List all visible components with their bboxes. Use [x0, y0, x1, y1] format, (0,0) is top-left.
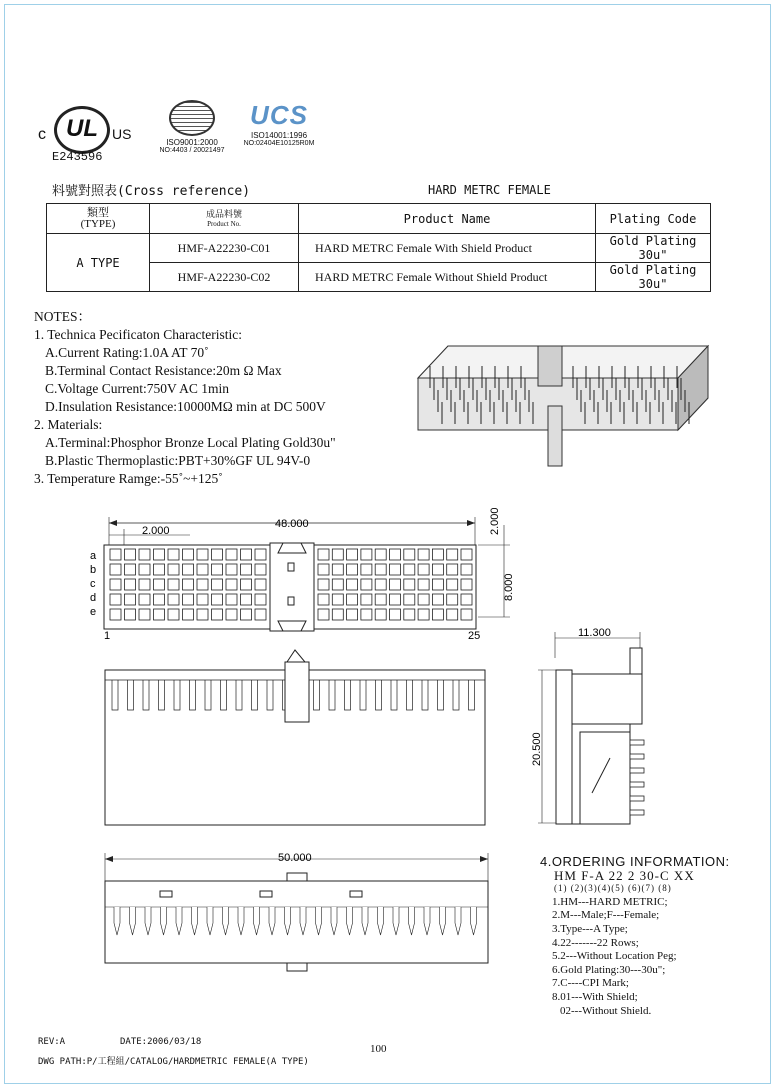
contact-cell	[212, 564, 223, 575]
contact-cell	[418, 594, 429, 605]
contact-cell	[139, 549, 150, 560]
row-label-c: c	[90, 578, 96, 590]
dim-8-label: 8.000	[503, 573, 515, 601]
contact-cell	[139, 594, 150, 605]
ordering-index: (1) (2)(3)(4)(5) (6)(7) (8)	[554, 883, 672, 894]
contact-cell	[418, 579, 429, 590]
note-line: A.Current Rating:1.0A AT 70˚	[45, 345, 209, 360]
notes-section	[34, 308, 336, 488]
contact-cell	[347, 564, 358, 575]
contact-cell	[226, 594, 237, 605]
drawing-path: DWG PATH:P/工程組/CATALOG/HARDMETRIC FEMALE(A TYPE)	[38, 1057, 309, 1067]
contact-cell	[125, 609, 136, 620]
pin-tail	[630, 754, 644, 759]
contact-cell	[375, 594, 386, 605]
bottom-view-drawing	[100, 845, 500, 975]
contact-cell	[361, 549, 372, 560]
side-view-drawing	[520, 618, 680, 838]
ordering-code: HM F-A 22 2 30-C XX	[554, 867, 695, 883]
contact-cell	[139, 609, 150, 620]
contact-cell	[332, 609, 343, 620]
ul-file-number: E243596	[52, 150, 103, 164]
contact-cell	[168, 609, 179, 620]
contact-cell	[168, 579, 179, 590]
contact-cell	[461, 579, 472, 590]
contact-cell	[183, 549, 194, 560]
product-no-header-cn: 成品料號	[205, 208, 242, 219]
contact-cell	[375, 564, 386, 575]
contact-cell	[226, 579, 237, 590]
contact-cell	[347, 549, 358, 560]
contact-cell	[154, 564, 165, 575]
product-no-cell: HMF-A22230-C01	[150, 234, 299, 263]
connector-product-image	[408, 338, 714, 468]
contact-cell	[318, 564, 329, 575]
iso9001-number: NO:4403 / 20021497	[159, 147, 225, 154]
ul-c-label: c	[38, 126, 46, 143]
contact-cell	[447, 549, 458, 560]
contact-cell	[212, 579, 223, 590]
contact-cell	[361, 579, 372, 590]
dim-20-5-label: 20.500	[531, 732, 543, 766]
pin-tail	[630, 810, 644, 815]
contact-cell	[318, 549, 329, 560]
contact-cell	[432, 579, 443, 590]
contact-cell	[255, 549, 266, 560]
contact-cell	[255, 594, 266, 605]
ordering-item: 6.Gold Plating:30---30u";	[552, 963, 666, 976]
contact-cell	[404, 579, 415, 590]
dim-11-3-label: 11.300	[578, 627, 611, 639]
contact-cell	[110, 594, 121, 605]
contact-cell	[154, 594, 165, 605]
globe-icon	[169, 100, 215, 136]
contact-cell	[361, 609, 372, 620]
contact-cell	[390, 609, 401, 620]
contact-cell	[461, 564, 472, 575]
product-name-header: Product Name	[299, 204, 596, 234]
contact-cell	[241, 594, 252, 605]
contact-cell	[461, 609, 472, 620]
contact-cell	[125, 579, 136, 590]
contact-cell	[255, 609, 266, 620]
contact-cell	[332, 579, 343, 590]
contact-cell	[375, 549, 386, 560]
contact-cell	[432, 594, 443, 605]
contact-cell	[390, 564, 401, 575]
note-line: C.Voltage Current:750V AC 1min	[45, 381, 230, 396]
contact-cell	[318, 579, 329, 590]
row-label-a: a	[90, 550, 97, 562]
iso14001-number: NO:02404E10125R0M	[243, 140, 315, 147]
note-line: 3. Temperature Ramge:-55˚~+125˚	[34, 471, 223, 486]
contact-cell	[183, 564, 194, 575]
notes-title: NOTES：	[34, 309, 91, 324]
contact-cell	[347, 609, 358, 620]
contact-cell	[461, 594, 472, 605]
note-line: D.Insulation Resistance:10000MΩ min at DC 500V	[45, 399, 326, 414]
contact-cell	[125, 564, 136, 575]
ordering-item: 2.M---Male;F---Female;	[552, 909, 660, 922]
iso14001-label: ISO14001:1996	[250, 131, 308, 140]
dim-50-label: 50.000	[278, 852, 312, 864]
pin-tail	[630, 740, 644, 745]
contact-cell	[461, 549, 472, 560]
product-no-cell: HMF-A22230-C02	[150, 263, 299, 292]
contact-cell	[318, 594, 329, 605]
product-no-header	[150, 204, 299, 234]
ordering-item: 3.Type---A Type;	[552, 922, 628, 935]
contact-cell	[168, 549, 179, 560]
dim-2-top-label: 2.000	[142, 525, 170, 537]
contact-cell	[183, 609, 194, 620]
cross-reference-title: 料號對照表(Cross reference)	[52, 184, 251, 199]
product-family-title: HARD METRC FEMALE	[428, 183, 551, 197]
contact-cell	[154, 609, 165, 620]
contact-cell	[447, 609, 458, 620]
pin-tail	[630, 768, 644, 773]
page-number: 100	[370, 1043, 387, 1055]
contact-cell	[375, 609, 386, 620]
ordering-title: 4.ORDERING INFORMATION:	[540, 854, 730, 869]
contact-cell	[361, 594, 372, 605]
revision-label: REV:A	[38, 1037, 66, 1047]
contact-cell	[390, 549, 401, 560]
iso9001-logo	[152, 100, 232, 156]
contact-cell	[168, 564, 179, 575]
contact-cell	[404, 594, 415, 605]
contact-cell	[255, 579, 266, 590]
contact-cell	[432, 549, 443, 560]
type-header	[47, 204, 150, 234]
contact-cell	[226, 609, 237, 620]
contact-cell	[361, 564, 372, 575]
product-no-header-en: Product No.	[207, 219, 241, 228]
product-name-cell: HARD METRC Female Without Shield Product	[299, 263, 596, 292]
note-line: B.Plastic Thermoplastic:PBT+30%GF UL 94V-0	[45, 453, 311, 468]
note-line: 1. Technica Pecificaton Characteristic:	[34, 327, 242, 342]
contact-cell	[197, 564, 208, 575]
contact-cell	[318, 609, 329, 620]
row-label-d: d	[90, 592, 97, 604]
table-header-row	[47, 204, 711, 234]
contact-cell	[212, 549, 223, 560]
contact-cell	[447, 564, 458, 575]
contact-cell	[390, 594, 401, 605]
contact-cell	[212, 594, 223, 605]
row-label-b: b	[90, 564, 97, 576]
front-view-drawing	[100, 640, 500, 835]
contact-cell	[197, 594, 208, 605]
ucs-logo	[234, 100, 324, 156]
dim-48-label: 48.000	[275, 518, 309, 530]
contact-cell	[375, 579, 386, 590]
product-name-cell: HARD METRC Female With Shield Product	[299, 234, 596, 263]
ordering-item: 02---Without Shield.	[560, 1004, 652, 1017]
row-label-e: e	[90, 606, 97, 618]
contact-cell	[110, 564, 121, 575]
contact-cell	[404, 564, 415, 575]
contact-cell	[110, 549, 121, 560]
note-line: B.Terminal Contact Resistance:20m Ω Max	[45, 363, 282, 378]
ordering-item: 5.2---Without Location Peg;	[552, 950, 677, 963]
plating-code-header: Plating Code	[596, 204, 711, 234]
top-view-drawing	[80, 505, 530, 645]
contact-cell	[332, 549, 343, 560]
ul-us-label: US	[112, 126, 132, 142]
table-row	[47, 234, 711, 263]
contact-cell	[125, 549, 136, 560]
dim-2-right-label: 2.000	[489, 507, 501, 535]
ordering-item: 4.22-------22 Rows;	[552, 936, 639, 949]
contact-cell	[241, 549, 252, 560]
ul-mark: UL	[54, 106, 110, 154]
iso9001-label: ISO9001:2000	[166, 138, 218, 147]
contact-cell	[347, 594, 358, 605]
ucs-wordmark: UCS	[250, 100, 308, 130]
ordering-item: 7.C----CPI Mark;	[552, 977, 629, 990]
note-line: 2. Materials:	[34, 417, 103, 432]
contact-cell	[241, 579, 252, 590]
contact-cell	[154, 579, 165, 590]
contact-cell	[390, 579, 401, 590]
contact-cell	[197, 549, 208, 560]
ordering-information	[540, 855, 730, 1018]
contact-cell	[418, 609, 429, 620]
contact-cell	[125, 594, 136, 605]
type-header-en: (TYPE)	[80, 217, 116, 230]
pin-25-label: 25	[468, 630, 481, 642]
contact-cell	[332, 594, 343, 605]
type-header-cn: 類型	[87, 206, 109, 219]
certification-logos	[32, 100, 332, 164]
contact-cell	[418, 549, 429, 560]
contact-cell	[110, 579, 121, 590]
contact-cell	[347, 579, 358, 590]
date-label: DATE:2006/03/18	[120, 1037, 202, 1047]
pin-tail	[630, 782, 644, 787]
contact-cell	[432, 609, 443, 620]
ordering-item: 8.01---With Shield;	[552, 990, 638, 1003]
contact-cell	[432, 564, 443, 575]
contact-cell	[404, 549, 415, 560]
contact-cell	[154, 549, 165, 560]
contact-cell	[226, 549, 237, 560]
cross-reference-table	[46, 203, 711, 292]
ordering-item: 1.HM---HARD METRIC;	[552, 895, 668, 908]
contact-cell	[139, 579, 150, 590]
contact-cell	[255, 564, 266, 575]
contact-cell	[418, 564, 429, 575]
pin-1-label: 1	[104, 630, 111, 642]
contact-cell	[197, 579, 208, 590]
contact-cell	[241, 564, 252, 575]
contact-cell	[212, 609, 223, 620]
plating-cell: Gold Plating 30u"	[596, 263, 711, 292]
contact-cell	[226, 564, 237, 575]
type-cell: A TYPE	[47, 234, 150, 292]
contact-cell	[447, 579, 458, 590]
contact-cell	[332, 564, 343, 575]
pin-tail	[630, 796, 644, 801]
contact-cell	[110, 609, 121, 620]
contact-cell	[139, 564, 150, 575]
contact-cell	[183, 594, 194, 605]
contact-cell	[168, 594, 179, 605]
contact-cell	[404, 609, 415, 620]
contact-cell	[241, 609, 252, 620]
contact-cell	[183, 579, 194, 590]
plating-cell: Gold Plating 30u"	[596, 234, 711, 263]
contact-cell	[197, 609, 208, 620]
note-line: A.Terminal:Phosphor Bronze Local Plating Gold30u"	[45, 435, 336, 450]
contact-cell	[447, 594, 458, 605]
